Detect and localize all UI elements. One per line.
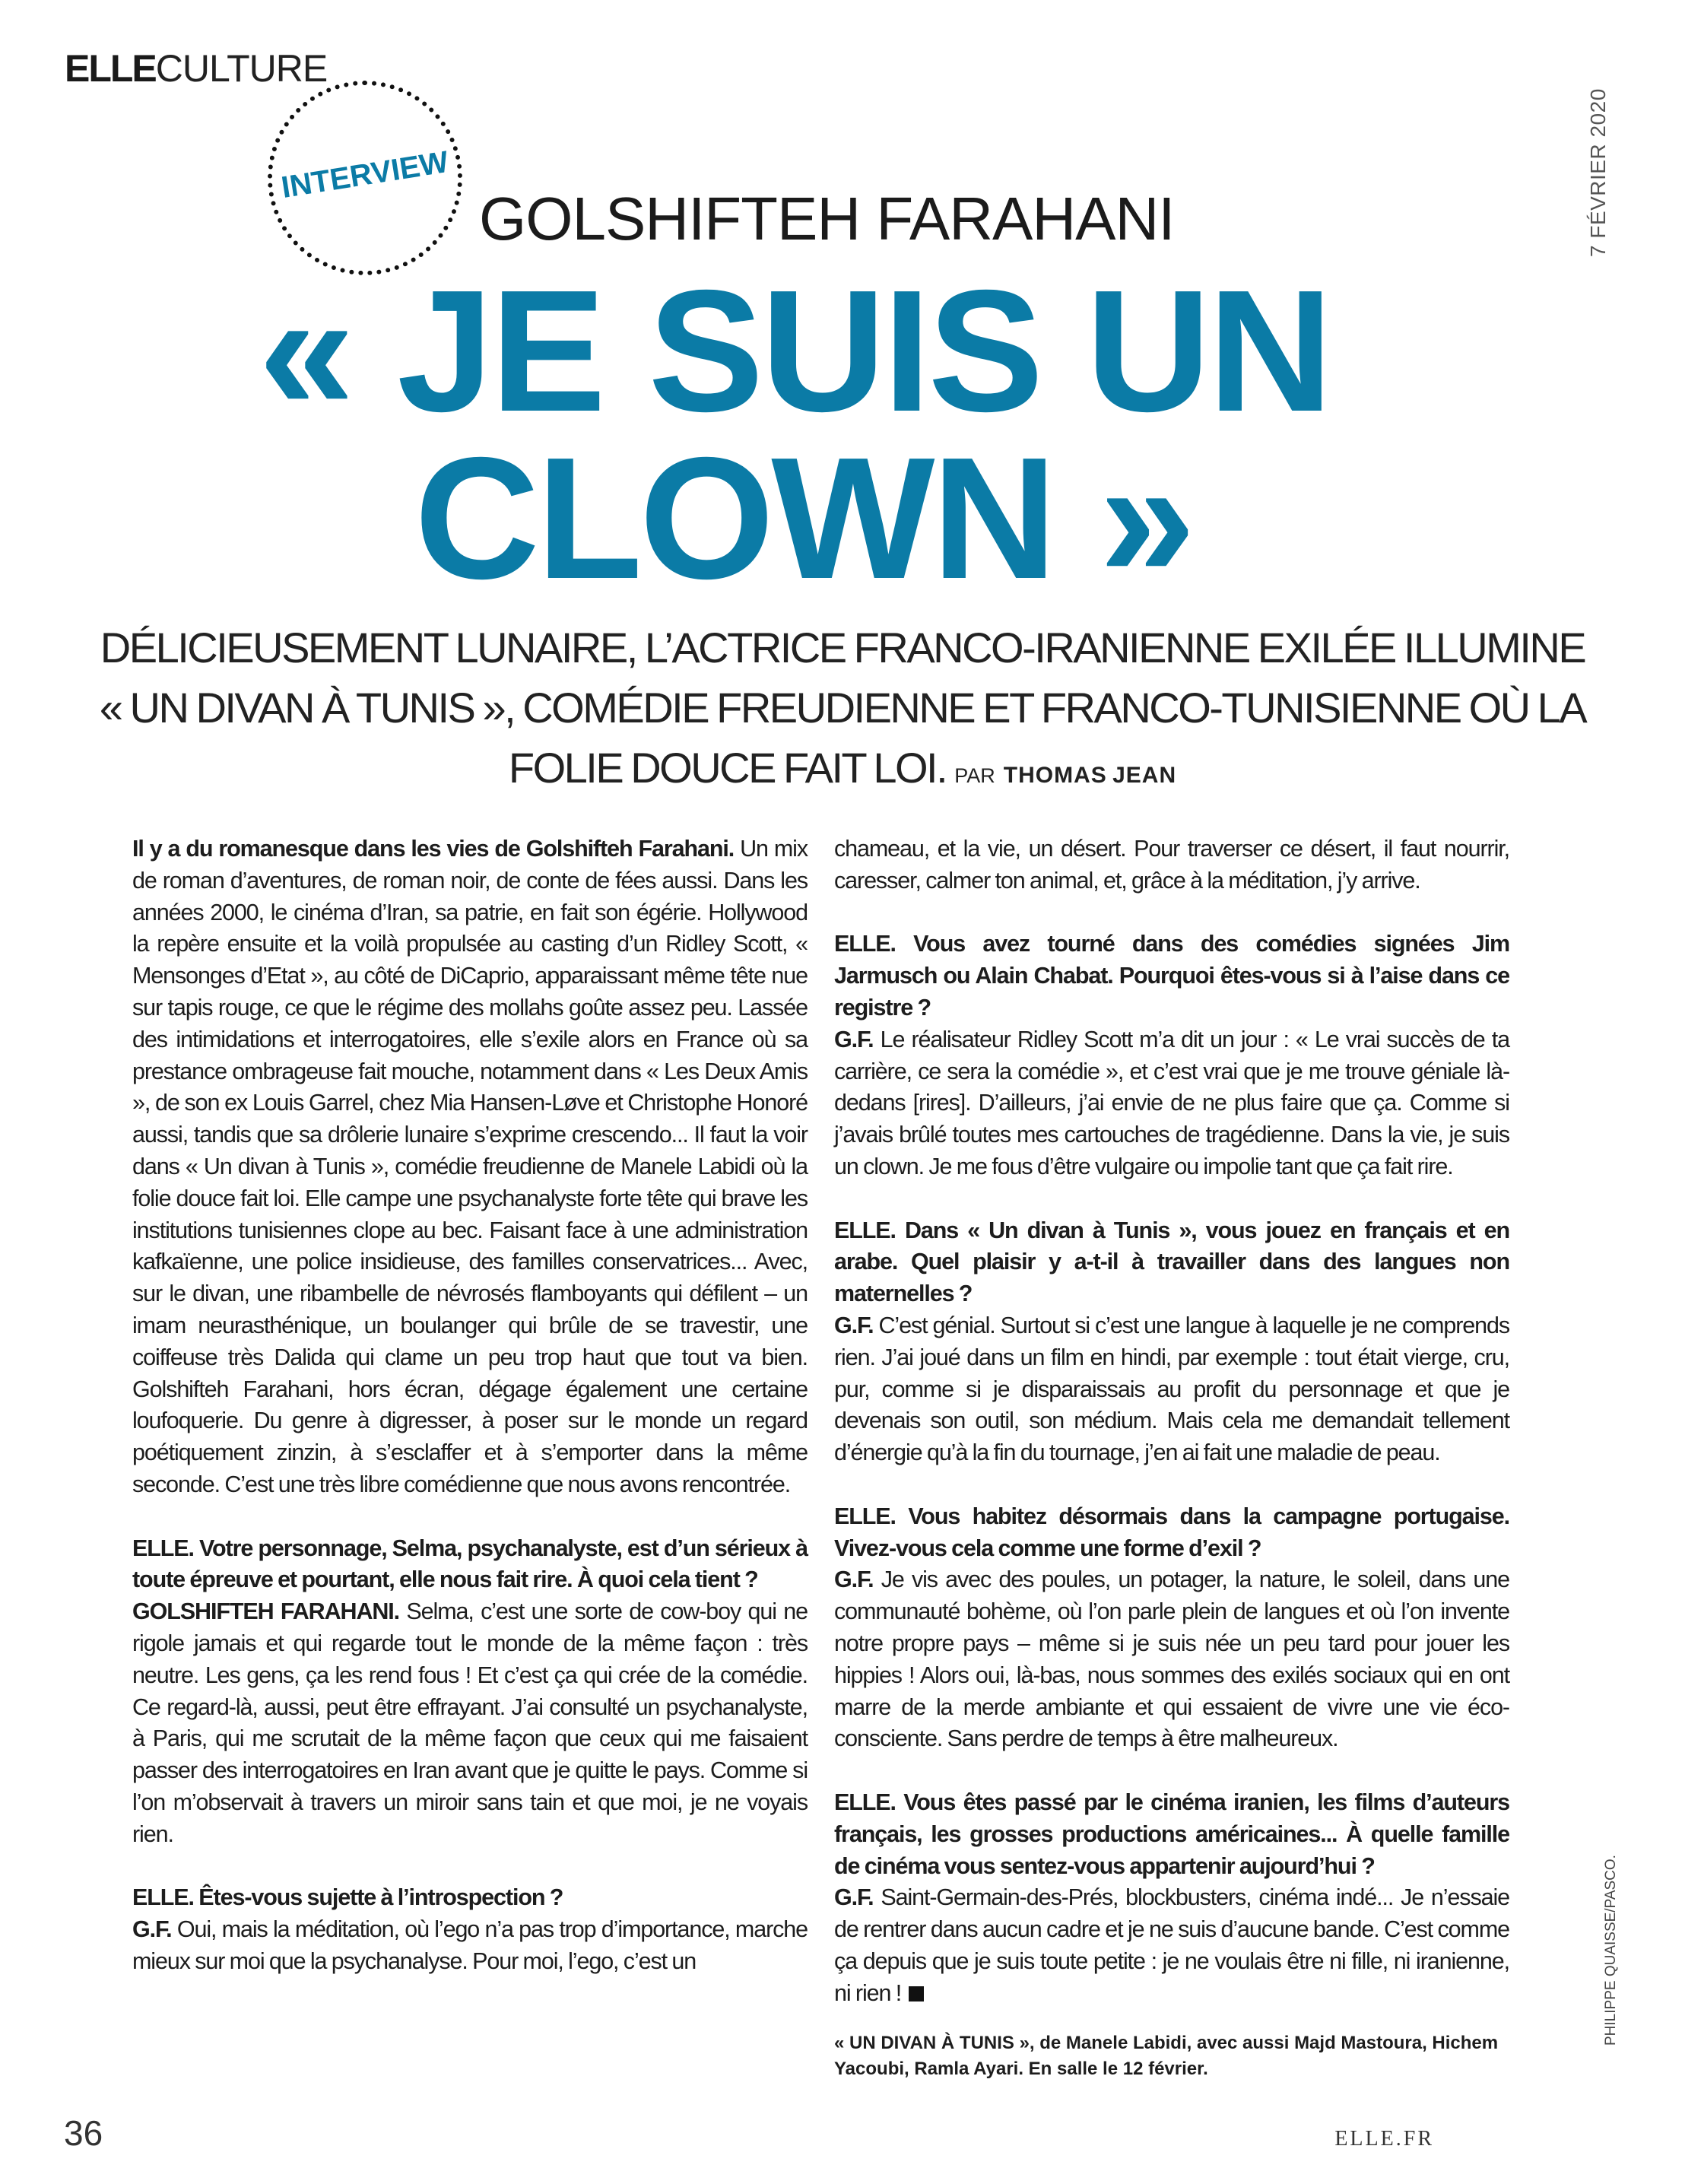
headline-line-2: CLOWN » [414, 422, 1193, 615]
question: ELLE. Vous avez tourné dans des comédies signées Jim Jarmusch ou Alain Chabat. Pourquoi êtes-vous si à l’aise dans ce registre ? [834, 931, 1509, 1021]
standfirst-text: DÉLICIEUSEMENT LUNAIRE, L’ACTRICE FRANCO-IRANIENNE EXILÉE ILLUMINE « UN DIVAN À TUNIS », COMÉDIE FREUDIENNE ET FRANCO-TUNISIENNE OÙ LA FOLIE DOUCE FAIT LOI. [99, 624, 1586, 792]
answer: Je vis avec des poules, un potager, la nature, le soleil, dans une communauté bohème, où l’on parle plein de langues et où l’on invente notre propre pays – même si je suis née un peu tard pour jouer les hippies ! Alors oui, là-bas, nous sommes des exilés sociaux qui en ont marre de la merde ambiante et qui essaient de vivre une vie éco-consciente. Sans perdre de temps à être malheureux. [834, 1567, 1509, 1752]
intro-lead: Il y a du romanesque dans les vies de Golshifteh Farahani. [132, 836, 735, 862]
answer: Saint-Germain-des-Prés, blockbusters, cinéma indé... Je n’essaie de rentrer dans aucun cadre et je ne suis d’aucune bande. C’est comme ça depuis que je suis toute petite : je ne voulais être ni fille, ni iranienne, ni rien ! [834, 1884, 1509, 2006]
page-footer [0, 2082, 1685, 2184]
answer-speaker: G.F. [834, 1026, 874, 1052]
section-header [65, 47, 327, 90]
qa-item [132, 1882, 808, 1977]
headline-line-1: « JE SUIS UN [259, 255, 1331, 448]
end-mark-icon [909, 1986, 924, 2001]
qa-item [132, 1533, 808, 1851]
answer-speaker: GOLSHIFTEH FARAHANI. [132, 1598, 400, 1625]
brand-logo: ELLE [65, 47, 156, 90]
article-body [0, 833, 1685, 2082]
answer-continued: chameau, et la vie, un désert. Pour traverser ce désert, il faut nourrir, caresser, calmer ton animal, et, grâce à la méditation, j’y arrive. [834, 836, 1509, 894]
answer-speaker: G.F. [834, 1567, 874, 1593]
page-number: 36 [64, 2113, 103, 2154]
article-column-right [834, 833, 1509, 2082]
question: ELLE. Votre personnage, Selma, psychanalyste, est d’un sérieux à toute épreuve et pourtant, elle nous fait rire. À quoi cela tient ? [132, 1535, 808, 1593]
answer: C’est génial. Surtout si c’est une langue à laquelle je ne comprends rien. J’ai joué dans un film en hindi, par exemple : tout était vierge, cru, pur, comme si je disparaissais au profit du personnage et que je devenais son outil, son médium. Mais cela me demandait tellement d’énergie qu’à la fin du tournage, j’en ai fait une maladie de peau. [834, 1312, 1509, 1466]
byline-author: THOMAS JEAN [1003, 763, 1177, 788]
interview-stamp [268, 81, 462, 275]
answer: Oui, mais la méditation, où l’ego n’a pas trop d’importance, marche mieux sur moi que la psychanalyse. Pour moi, l’ego, c’est un [132, 1916, 808, 1974]
qa-item [834, 929, 1509, 1182]
answer-speaker: G.F. [834, 1312, 874, 1338]
site-url: ELLE.FR [1334, 2127, 1434, 2151]
interview-label: INTERVIEW [279, 144, 451, 205]
answer: Selma, c’est une sorte de cow-boy qui ne rigole jamais et qui regarde tout le monde de la même façon : très neutre. Les gens, ça les rend fous ! Et c’est ça qui crée de la comédie. Ce regard-là, aussi, peut être effrayant. J’ai consulté un psychanalyste, à Paris, qui me scrutait de la même façon que ceux qui me faisaient passer des interrogatoires en Iran avant que je quitte le pays. Comme si l’on m’observait à travers un miroir sans tain et que moi, je ne voyais rien. [132, 1598, 808, 1847]
photo-credit: PHILIPPE QUAISSE/PASCO. [1603, 1855, 1619, 2046]
intro-text: Un mix de roman d’aventures, de roman noir, de conte de fées aussi. Dans les années 2000, le cinéma d’Iran, sa patrie, en fait son égérie. Hollywood la repère ensuite et la voilà propulsée au casting d’un Ridley Scott, « Mensonges d’Etat », au côté de DiCaprio, apparaissant même tête nue sur tapis rouge, ce que le régime des mollahs goûte assez peu. Lassée des intimidations et interrogatoires, elle s’exile alors en France où sa prestance ombrageuse fait mouche, notamment dans « Les Deux Amis », de son ex Louis Garrel, chez Mia Hansen-Løve et Christophe Honoré aussi, tandis que sa drôlerie lunaire s’exprime crescendo... Il faut la voir dans « Un divan à Tunis », comédie freudienne de Manele Labidi où la folie douce fait loi. Elle campe une psychanalyste forte tête qui brave les institutions tunisiennes clope au bec. Faisant face à une administration kafkaïenne, une police insidieuse, des familles conservatrices... Avec, sur le divan, une ribambelle de névrosés flamboyants qui défilent – un imam neurasthénique, un boulanger qui brûle de se travestir, une coiffeuse très Dalida qui clame un peu trop haut que tout va bien. Golshifteh Farahani, hors écran, dégage également une certaine loufoquerie. Du genre à digresser, à poser sur le monde un regard poétiquement zinzin, à s’esclaffer et à s’emporter dans la même seconde. C’est une très libre comédienne que nous avons rencontrée. [132, 836, 808, 1497]
question: ELLE. Êtes-vous sujette à l’introspection ? [132, 1884, 563, 1911]
issue-date: 7 FÉVRIER 2020 [1586, 88, 1610, 257]
answer-speaker: G.F. [834, 1884, 874, 1911]
standfirst [97, 617, 1588, 806]
answer: Le réalisateur Ridley Scott m’a dit un jour : « Le vrai succès de ta carrière, ce sera la comédie », et c’est vrai que je me trouve géniale là-dedans [rires]. D’ailleurs, j’ai envie de ne plus faire que ça. Comme si j’avais brûlé toutes mes cartouches de tragédienne. Dans la vie, je suis un clown. Je me fous d’être vulgaire ou impolie tant que ça fait rire. [834, 1026, 1510, 1179]
intro-paragraph [132, 833, 808, 1501]
byline-label: PAR [954, 764, 995, 787]
qa-item [834, 1787, 1509, 2010]
answer-speaker: G.F. [132, 1916, 172, 1943]
article-header [0, 0, 1685, 617]
question: ELLE. Vous êtes passé par le cinéma iranien, les films d’auteurs français, les grosses productions américaines... À quelle famille de cinéma vous sentez-vous appartenir aujourd’hui ? [834, 1789, 1509, 1879]
question: ELLE. Dans « Un divan à Tunis », vous jouez en français et en arabe. Quel plaisir y a-t-il à travailler dans des langues non maternelles ? [834, 1217, 1509, 1307]
qa-item [834, 1215, 1509, 1469]
subject-name: GOLSHIFTEH FARAHANI [479, 185, 1175, 252]
question: ELLE. Vous habitez désormais dans la campagne portugaise. Vivez-vous cela comme une forme d’exil ? [834, 1503, 1509, 1561]
film-info-note: « UN DIVAN À TUNIS », de Manele Labidi, avec aussi Majd Mastoura, Hichem Yacoubi, Ramla Ayari. En salle le 12 février. [834, 2033, 1499, 2080]
article-column-left [132, 833, 808, 1978]
qa-item [834, 1501, 1509, 1755]
section-label: CULTURE [155, 47, 328, 90]
